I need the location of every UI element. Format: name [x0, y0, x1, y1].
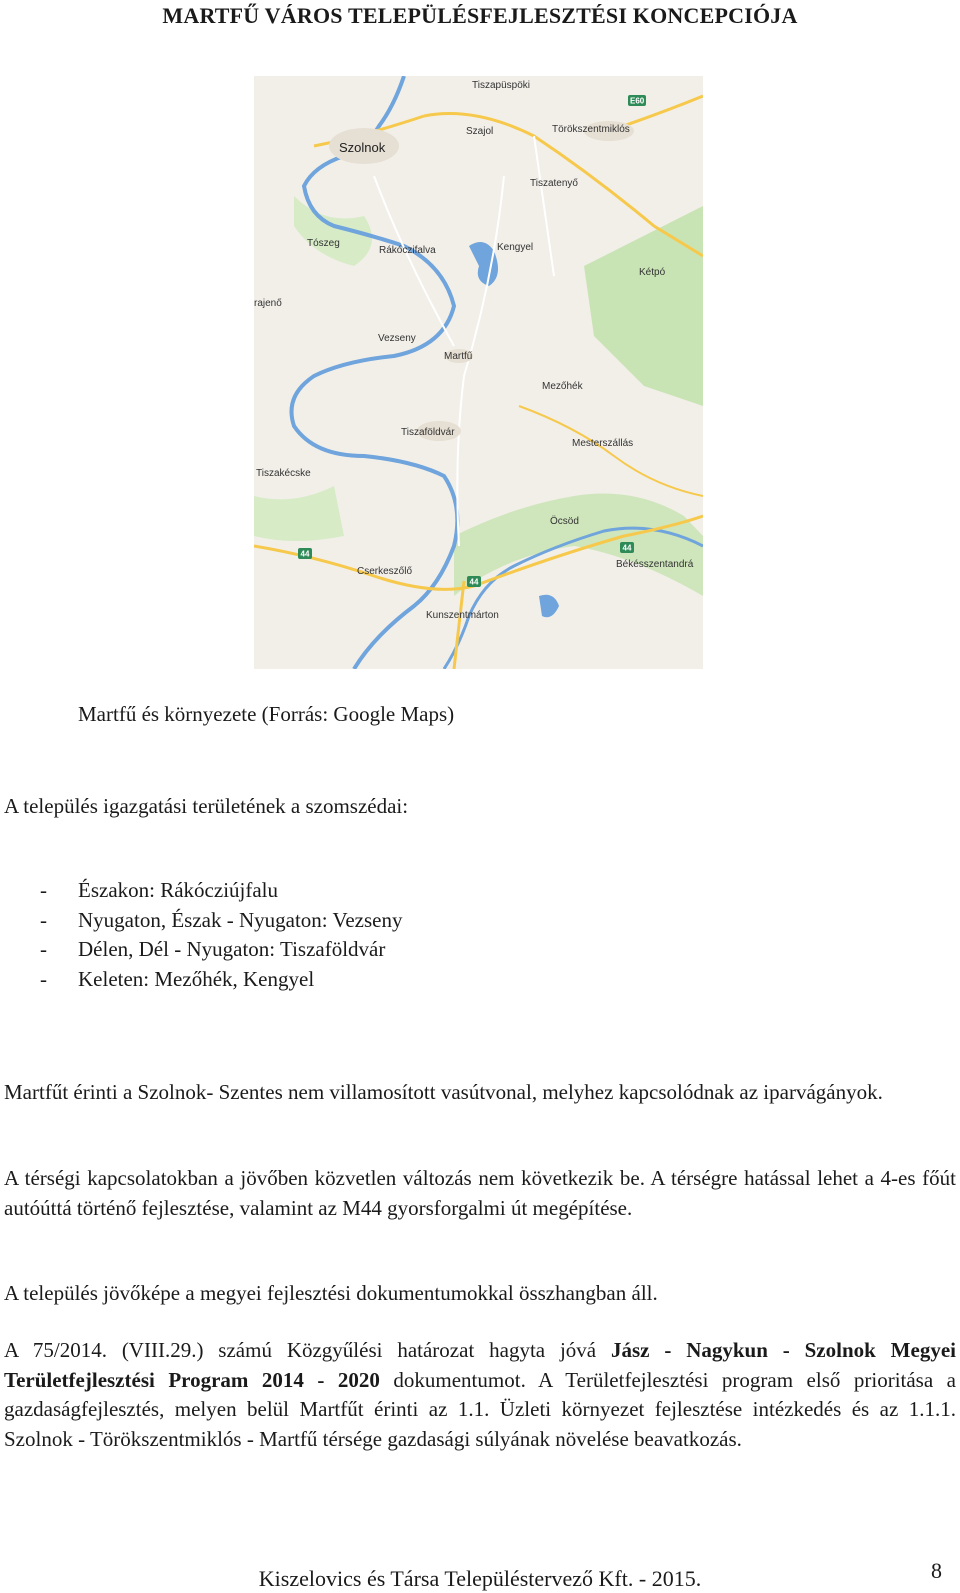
map-label-mezohek: Mezőhék — [542, 381, 583, 392]
page-footer: Kiszelovics és Társa Településtervező Kft. - 2015. — [258, 1566, 702, 1591]
map-label-rakoczifalva: Rákóczifalva — [379, 245, 436, 256]
map-label-rajeno: rajenő — [254, 298, 282, 309]
map-label-ocsod: Öcsöd — [550, 516, 579, 527]
road-shield-44 — [298, 548, 312, 559]
map-label-tiszatenyo: Tiszatenyő — [530, 178, 578, 189]
list-dash: - — [40, 878, 47, 902]
paragraph-vision: A település jövőképe a megyei fejlesztési dokumentumokkal összhangban áll. — [4, 1281, 658, 1305]
map-label-kunszentmarton: Kunszentmárton — [426, 610, 499, 621]
svg-text:44: 44 — [469, 577, 479, 587]
program-text-2: dokumentumot. A Területfejlesztési program első prioritása a gazdaságfejlesztés, melyen belül Martfűt érinti az 1.1. Üzleti környezet fejlesztése intézkedés és az 1.1.1. Szolnok - Törökszentmiklós - Martfű térsége gazdasági súlyának növelése beavatkozás. — [4, 1367, 956, 1451]
list-item-text: Északon: Rákócziújfalu — [78, 878, 279, 902]
program-text-1: A 75/2014. (VIII.29.) számú Közgyűlési határozat hagyta jóvá — [4, 1338, 611, 1362]
list-dash: - — [40, 907, 47, 932]
map-label-tiszakecske: Tiszakécske — [256, 468, 311, 479]
svg-text:44: 44 — [300, 549, 310, 559]
map-label-tiszapuspoki: Tiszapüspöki — [472, 80, 530, 91]
map-label-mesterszallas: Mesterszállás — [572, 438, 634, 449]
road-shield-e60 — [628, 95, 646, 106]
paragraph-regional: A térségi kapcsolatokban a jövőben közvetlen változás nem következik be. A térségre hatással lehet a 4-es főút autóúttá történő fejlesztése, valamint az M44 gyorsforgalmi út megépítése. — [4, 1166, 956, 1220]
svg-text:44: 44 — [622, 543, 632, 553]
paragraph-program — [4, 1336, 956, 1454]
list-dash: - — [40, 937, 47, 961]
map-label-toszeg: Tószeg — [307, 238, 340, 249]
map-label-szolnok: Szolnok — [339, 140, 386, 155]
map-label-szajol: Szajol — [466, 126, 494, 137]
road-shield-44 — [467, 576, 481, 587]
map-label-tiszafoldvar: Tiszaföldvár — [401, 427, 455, 438]
map-label-vezseny: Vezseny — [378, 333, 416, 344]
program-title: Jász - Nagykun - Szolnok Megyei Területfejlesztési Program 2014 - 2020 — [4, 1338, 956, 1392]
map-label-bekesszentandra: Békésszentandrá — [616, 559, 694, 570]
map-label-martfu: Martfű — [444, 351, 473, 362]
svg-text:E60: E60 — [630, 96, 645, 106]
map-label-kengyel: Kengyel — [497, 242, 534, 253]
neighbors-intro: A település igazgatási területének a szomszédai: — [4, 794, 409, 818]
map-caption: Martfű és környezete (Forrás: Google Maps) — [78, 702, 455, 726]
road-shield-44 — [620, 542, 634, 553]
area-map — [254, 76, 703, 669]
map-label-torokszentmiklos: Törökszentmiklós — [552, 124, 630, 135]
page-number: 8 — [931, 1558, 942, 1583]
paragraph-railway: Martfűt érinti a Szolnok- Szentes nem villamosított vasútvonal, melyhez kapcsolódnak az iparvágányok. — [4, 1080, 883, 1104]
list-item-text: Keleten: Mezőhék, Kengyel — [78, 966, 315, 991]
list-item-text: Nyugaton, Észak - Nyugaton: Vezseny — [78, 907, 403, 932]
map-label-cserkeszolo: Cserkeszőlő — [357, 566, 413, 577]
page-header: MARTFŰ VÁROS TELEPÜLÉSFEJLESZTÉSI KONCEPCIÓJA — [162, 3, 798, 28]
list-dash: - — [40, 966, 47, 991]
map-label-ketpo: Kétpó — [639, 267, 666, 278]
list-item-text: Délen, Dél - Nyugaton: Tiszaföldvár — [78, 937, 386, 961]
